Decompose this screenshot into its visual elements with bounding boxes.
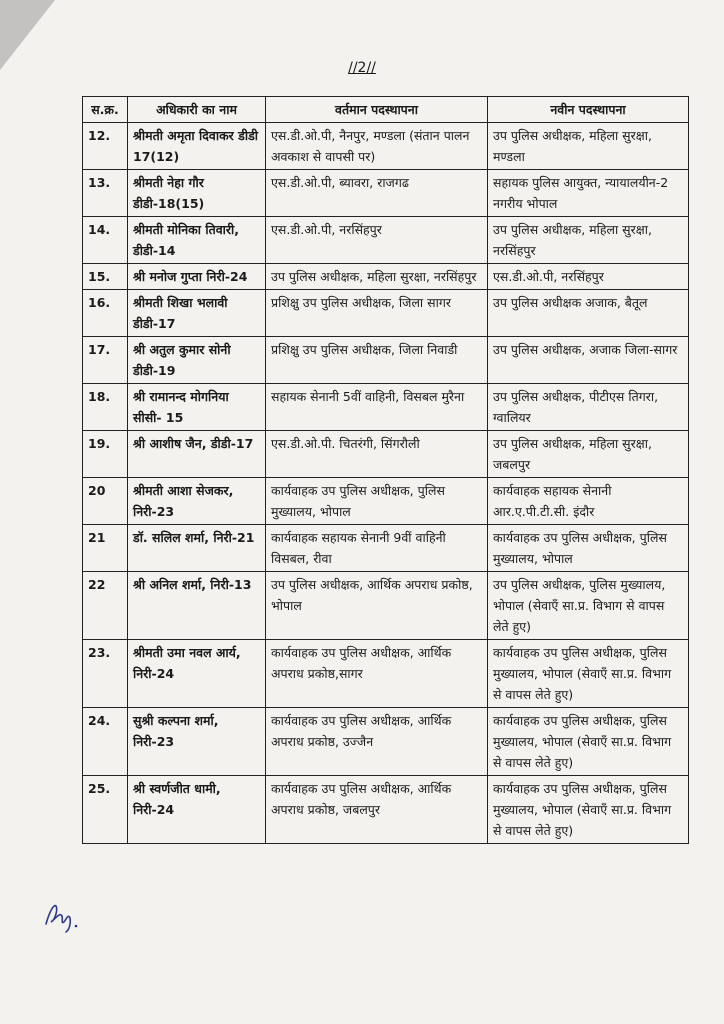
table-row xyxy=(83,525,689,572)
posting-table xyxy=(82,96,689,844)
current-posting: एस.डी.ओ.पी. चितरंगी, सिंगरौली xyxy=(266,431,488,478)
table-row xyxy=(83,217,689,264)
new-posting: उप पुलिस अधीक्षक, अजाक जिला-सागर xyxy=(488,337,689,384)
officer-name: श्री स्वर्णजीत धामी, निरी-24 xyxy=(128,776,266,844)
new-posting: कार्यवाहक उप पुलिस अधीक्षक, पुलिस मुख्यालय, भोपाल (सेवाएँ सा.प्र. विभाग से वापस लेते हुए) xyxy=(488,708,689,776)
officer-name: श्री रामानन्द मोगनिया सीसी- 15 xyxy=(128,384,266,431)
current-posting: एस.डी.ओ.पी, नैनपुर, मण्डला (संतान पालन अवकाश से वापसी पर) xyxy=(266,123,488,170)
page-number: //2// xyxy=(348,60,376,76)
table-row xyxy=(83,384,689,431)
new-posting: उप पुलिस अधीक्षक, महिला सुरक्षा, जबलपुर xyxy=(488,431,689,478)
current-posting: उप पुलिस अधीक्षक, आर्थिक अपराध प्रकोष्ठ, भोपाल xyxy=(266,572,488,640)
serial-number: 16. xyxy=(83,290,128,337)
current-posting: कार्यवाहक उप पुलिस अधीक्षक, पुलिस मुख्यालय, भोपाल xyxy=(266,478,488,525)
table-row xyxy=(83,640,689,708)
table-row xyxy=(83,170,689,217)
officer-name: श्रीमती नेहा गौर डीडी-18(15) xyxy=(128,170,266,217)
serial-number: 14. xyxy=(83,217,128,264)
table-row xyxy=(83,572,689,640)
header-current-posting: वर्तमान पदस्थापना xyxy=(266,97,488,123)
new-posting: कार्यवाहक उप पुलिस अधीक्षक, पुलिस मुख्यालय, भोपाल (सेवाएँ सा.प्र. विभाग से वापस लेते हुए) xyxy=(488,640,689,708)
current-posting: प्रशिक्षु उप पुलिस अधीक्षक, जिला सागर xyxy=(266,290,488,337)
new-posting: उप पुलिस अधीक्षक, महिला सुरक्षा, मण्डला xyxy=(488,123,689,170)
officer-name: श्रीमती आशा सेजकर, निरी-23 xyxy=(128,478,266,525)
new-posting: उप पुलिस अधीक्षक, पुलिस मुख्यालय, भोपाल (सेवाएँ सा.प्र. विभाग से वापस लेते हुए) xyxy=(488,572,689,640)
serial-number: 15. xyxy=(83,264,128,290)
current-posting: कार्यवाहक उप पुलिस अधीक्षक, आर्थिक अपराध प्रकोष्ठ, उज्जैन xyxy=(266,708,488,776)
current-posting: कार्यवाहक उप पुलिस अधीक्षक, आर्थिक अपराध प्रकोष्ठ,सागर xyxy=(266,640,488,708)
new-posting: कार्यवाहक सहायक सेनानी आर.ए.पी.टी.सी. इंदौर xyxy=(488,478,689,525)
table-header-row xyxy=(83,97,689,123)
officer-name: श्री अनिल शर्मा, निरी-13 xyxy=(128,572,266,640)
officer-name: श्री आशीष जैन, डीडी-17 xyxy=(128,431,266,478)
current-posting: उप पुलिस अधीक्षक, महिला सुरक्षा, नरसिंहपुर xyxy=(266,264,488,290)
new-posting: सहायक पुलिस आयुक्त, न्यायालयीन-2 नगरीय भोपाल xyxy=(488,170,689,217)
serial-number: 19. xyxy=(83,431,128,478)
table-row xyxy=(83,776,689,844)
table-row xyxy=(83,123,689,170)
serial-number: 12. xyxy=(83,123,128,170)
officer-name: सुश्री कल्पना शर्मा, निरी-23 xyxy=(128,708,266,776)
serial-number: 20 xyxy=(83,478,128,525)
serial-number: 23. xyxy=(83,640,128,708)
table-row xyxy=(83,337,689,384)
current-posting: कार्यवाहक उप पुलिस अधीक्षक, आर्थिक अपराध प्रकोष्ठ, जबलपुर xyxy=(266,776,488,844)
officer-name: श्रीमती मोनिका तिवारी, डीडी-14 xyxy=(128,217,266,264)
serial-number: 22 xyxy=(83,572,128,640)
table-row xyxy=(83,290,689,337)
serial-number: 24. xyxy=(83,708,128,776)
officer-name: श्रीमती अमृता दिवाकर डीडी 17(12) xyxy=(128,123,266,170)
new-posting: कार्यवाहक उप पुलिस अधीक्षक, पुलिस मुख्यालय, भोपाल xyxy=(488,525,689,572)
table-row xyxy=(83,431,689,478)
current-posting: एस.डी.ओ.पी, ब्यावरा, राजगढ xyxy=(266,170,488,217)
table-row xyxy=(83,708,689,776)
serial-number: 13. xyxy=(83,170,128,217)
officer-name: श्रीमती शिखा भलावी डीडी-17 xyxy=(128,290,266,337)
handwritten-signature xyxy=(42,898,82,934)
current-posting: प्रशिक्षु उप पुलिस अधीक्षक, जिला निवाडी xyxy=(266,337,488,384)
new-posting: कार्यवाहक उप पुलिस अधीक्षक, पुलिस मुख्यालय, भोपाल (सेवाएँ सा.प्र. विभाग से वापस लेते हुए) xyxy=(488,776,689,844)
officer-name: डॉ. सलिल शर्मा, निरी-21 xyxy=(128,525,266,572)
new-posting: एस.डी.ओ.पी, नरसिंहपुर xyxy=(488,264,689,290)
new-posting: उप पुलिस अधीक्षक, पीटीएस तिगरा, ग्वालियर xyxy=(488,384,689,431)
table-row xyxy=(83,478,689,525)
serial-number: 21 xyxy=(83,525,128,572)
header-officer-name: अधिकारी का नाम xyxy=(128,97,266,123)
table-row xyxy=(83,264,689,290)
header-serial: स.क्र. xyxy=(83,97,128,123)
officer-name: श्री अतुल कुमार सोनी डीडी-19 xyxy=(128,337,266,384)
officer-name: श्रीमती उमा नवल आर्य, निरी-24 xyxy=(128,640,266,708)
current-posting: कार्यवाहक सहायक सेनानी 9वीं वाहिनी विसबल, रीवा xyxy=(266,525,488,572)
serial-number: 25. xyxy=(83,776,128,844)
serial-number: 18. xyxy=(83,384,128,431)
new-posting: उप पुलिस अधीक्षक अजाक, बैतूल xyxy=(488,290,689,337)
serial-number: 17. xyxy=(83,337,128,384)
current-posting: सहायक सेनानी 5वीं वाहिनी, विसबल मुरैना xyxy=(266,384,488,431)
officer-name: श्री मनोज गुप्ता निरी-24 xyxy=(128,264,266,290)
current-posting: एस.डी.ओ.पी, नरसिंहपुर xyxy=(266,217,488,264)
new-posting: उप पुलिस अधीक्षक, महिला सुरक्षा, नरसिंहपुर xyxy=(488,217,689,264)
header-new-posting: नवीन पदस्थापना xyxy=(488,97,689,123)
